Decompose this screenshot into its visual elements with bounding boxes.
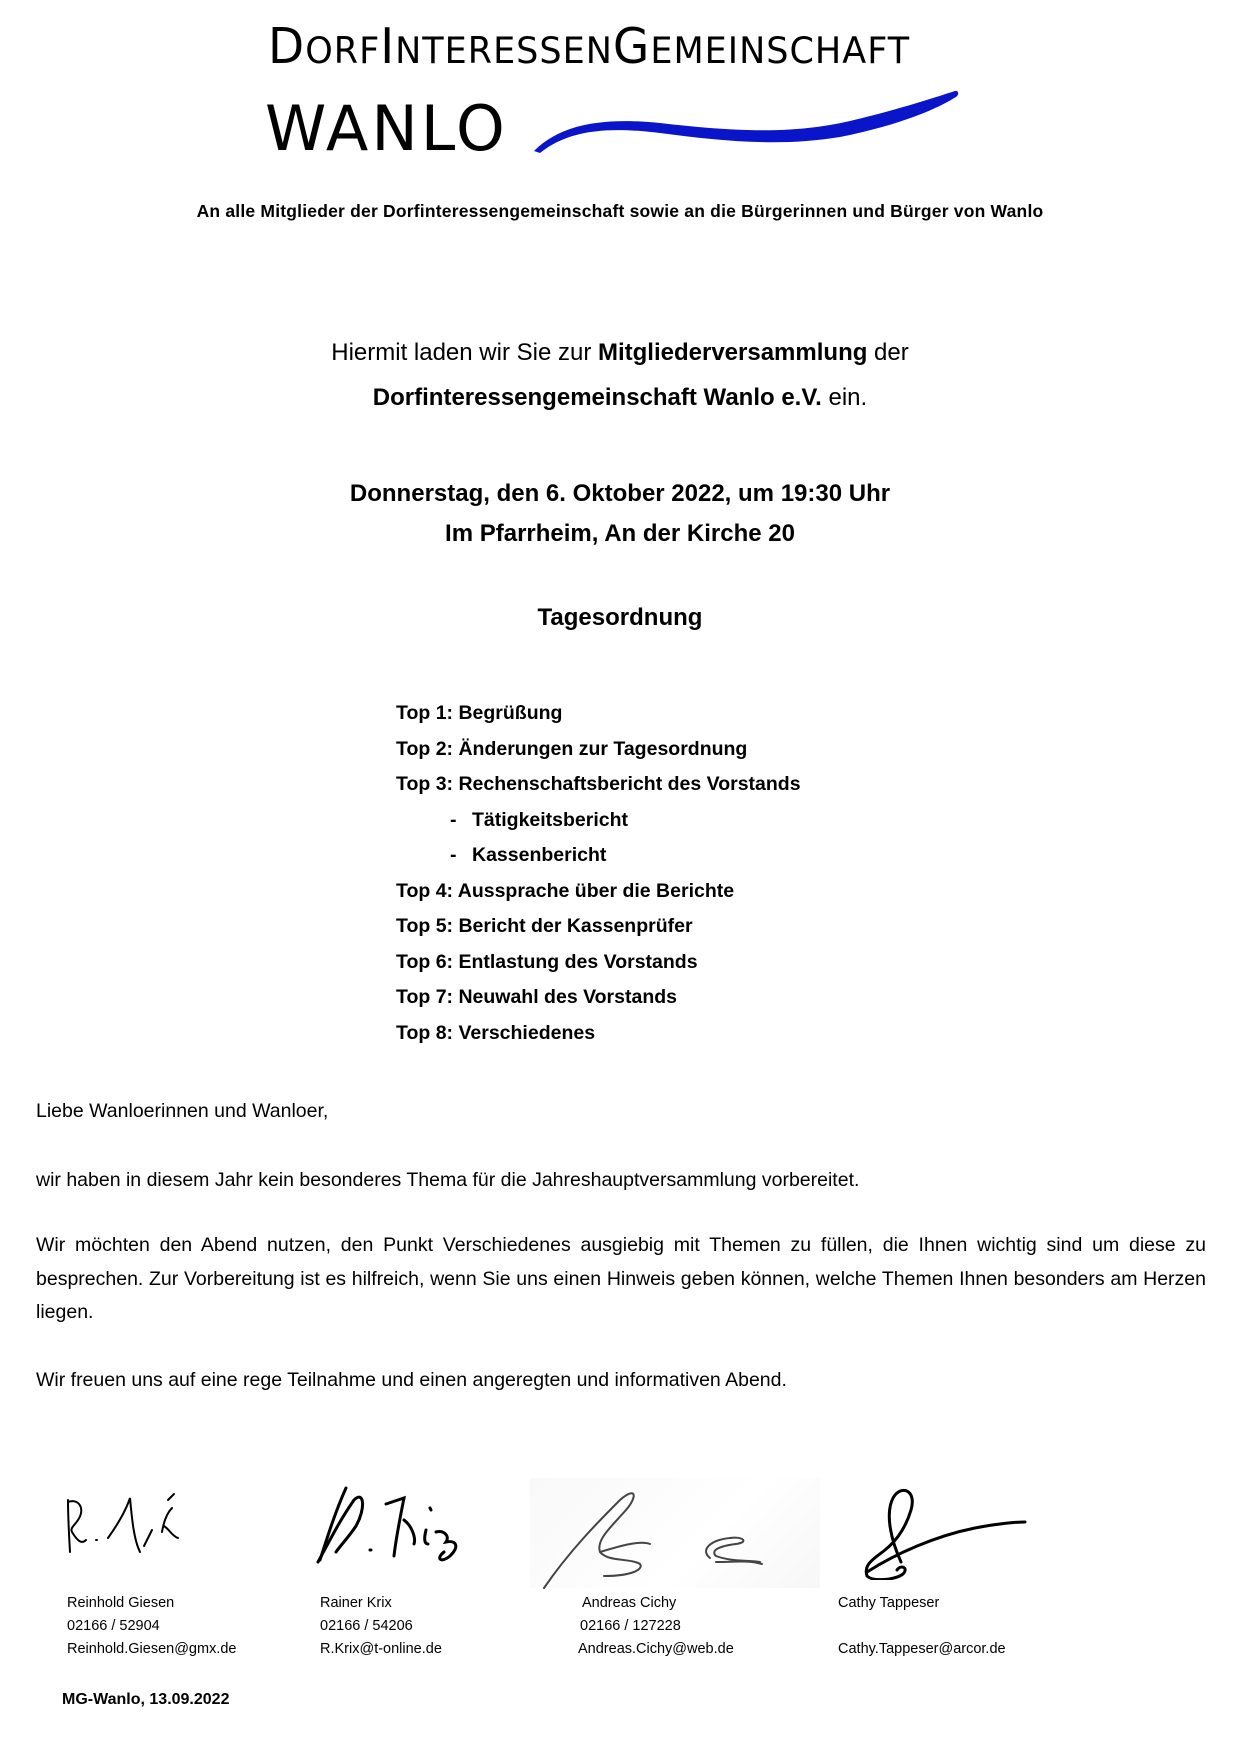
event-details	[100, 474, 1140, 554]
logo-wanlo: WANLO	[265, 92, 508, 165]
contact-card	[578, 1592, 734, 1661]
dash-bullet-icon: -	[450, 808, 457, 831]
contact-card	[838, 1592, 1006, 1661]
agenda-subitem: - Tätigkeitsbericht	[396, 805, 801, 841]
contact-email: Reinhold.Giesen@gmx.de	[67, 1641, 237, 1657]
addressee-line: An alle Mitglieder der Dorfinteressengemeinschaft sowie an die Bürgerinnen und Bürger von Wanlo	[196, 201, 1044, 221]
agenda-item: Top 4: Aussprache über die Berichte	[396, 879, 735, 902]
greeting: Liebe Wanloerinnen und Wanloer,	[36, 1100, 329, 1122]
contact-name: Reinhold Giesen	[67, 1595, 175, 1611]
contact-email: Cathy.Tappeser@arcor.de	[838, 1641, 1006, 1657]
signature-cichy-icon	[540, 1480, 810, 1590]
contact-card	[67, 1592, 236, 1661]
paragraph-3: Wir freuen uns auf eine rege Teilnahme und einen angeregten und informativen Abend.	[36, 1369, 787, 1391]
contact-name: Rainer Krix	[320, 1595, 392, 1611]
place-and-date: MG-Wanlo, 13.09.2022	[62, 1691, 230, 1708]
signature-giesen-icon	[60, 1480, 210, 1580]
contact-phone: 02166 / 52904	[67, 1618, 160, 1634]
contact-email: Andreas.Cichy@web.de	[578, 1641, 734, 1657]
invitation-line-1: Hiermit laden wir Sie zur Mitgliederversammlung der	[331, 339, 909, 366]
agenda-title: Tagesordnung	[537, 604, 703, 631]
contact-phone: 02166 / 127228	[580, 1618, 681, 1634]
agenda-subitem: - Kassenbericht	[396, 840, 801, 876]
contact-phone: 02166 / 54206	[320, 1618, 413, 1634]
contact-phone	[838, 1615, 1006, 1638]
agenda-item: Top 2: Änderungen zur Tagesordnung	[396, 737, 748, 760]
contact-card	[320, 1592, 442, 1661]
agenda-list	[396, 698, 801, 1053]
dash-bullet-icon: -	[450, 844, 457, 866]
contact-name: Cathy Tappeser	[838, 1595, 940, 1611]
logo-swoosh-icon	[530, 85, 960, 155]
logo-word-interessen: INTERESSEN	[380, 17, 613, 76]
logo-title	[268, 17, 911, 76]
signature-tappeser-icon	[855, 1480, 1035, 1580]
paragraph-1: wir haben in diesem Jahr kein besonderes Thema für die Jahreshauptversammlung vorbereitet.	[36, 1169, 860, 1191]
agenda-item: Top 8: Verschiedenes	[396, 1021, 596, 1044]
paragraph-2: Wir möchten den Abend nutzen, den Punkt Verschiedenes ausgiebig mit Themen zu füllen, die Ihnen wichtig sind um diese zu besprechen. Zur Vorbereitung ist es hilfreich, wenn Sie uns einen Hinweis geben können, welche Themen Ihnen besonders am Herzen liegen.	[36, 1234, 1206, 1323]
agenda-item: Top 1: Begrüßung	[396, 702, 563, 724]
agenda-item: Top 5: Bericht der Kassenprüfer	[396, 915, 693, 937]
agenda-item: Top 3: Rechenschaftsbericht des Vorstands	[396, 773, 801, 795]
contact-email: R.Krix@t-online.de	[320, 1641, 442, 1657]
logo-word-dorf: DORF	[268, 17, 381, 76]
contact-name: Andreas Cichy	[582, 1595, 677, 1611]
event-location: Im Pfarrheim, An der Kirche 20	[445, 520, 795, 547]
logo-word-gemeinschaft: GEMEINSCHAFT	[612, 17, 911, 76]
invitation-text	[100, 330, 1140, 420]
signature-krix-icon	[300, 1480, 490, 1580]
agenda-item: Top 7: Neuwahl des Vorstands	[396, 986, 677, 1008]
invitation-line-2: Dorfinteressengemeinschaft Wanlo e.V. ein.	[372, 384, 868, 411]
event-date-time: Donnerstag, den 6. Oktober 2022, um 19:30 Uhr	[349, 480, 891, 507]
agenda-item: Top 6: Entlastung des Vorstands	[396, 950, 698, 973]
